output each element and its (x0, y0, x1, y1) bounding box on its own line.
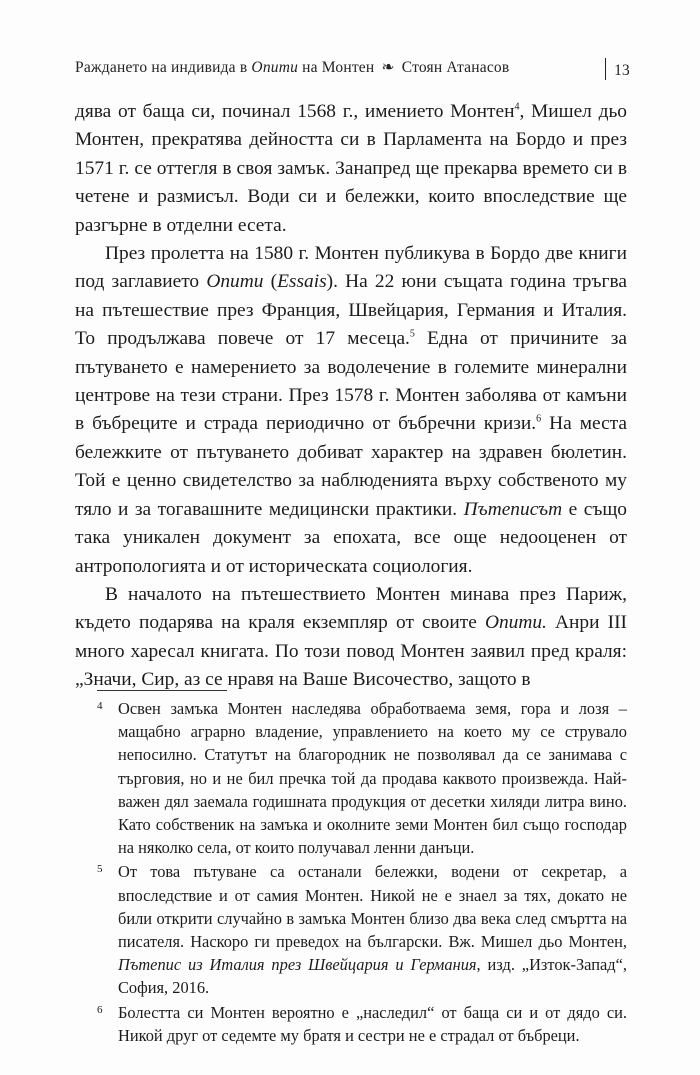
footnote-number: 6 (97, 1003, 103, 1016)
footnote-6: 6 Болестта си Монтен вероятно е „наследил“ от баща си и от дядо си. Никой друг от седемте му братя и сестри не е страдал от бъбреци. (97, 1001, 627, 1047)
divider-bar (605, 58, 606, 80)
fleuron-separator: ❧ (381, 59, 395, 76)
paragraph-2: През пролетта на 1580 г. Монтен публикува в Бордо две книги под заглавието Опити (Essais). На 22 юни същата година тръгва на пътешествие през Франция, Швейцария, Германия и Италия. То продължава повече от 17 месеца.$^5$ Една от причините за пътуването е намерението за водолечение в големите минерални центрове на тези страни. През 1578 г. Монтен заболява от камъни в бъбреците и страда периодично от бъбречни кризи.$^6$ На места бележките от пътуването добиват характер на здравен бюлетин. Той е ценно свидетелство за наблюденията върху собственото му тяло и за тогавашните медицински практики. Пътеписът е също така уникален документ за епохата, все още недооценен от антропологията и от историческата социология. (75, 243, 627, 577)
footnote-5: 5 От това пътуване са останали бележки, водени от секретар, а впоследствие и от самия Монтен. Никой не е знаел за тях, докато не били открити случайно в замъка Монтен близо два века след смъртта на писателя. Наскоро ги преведох на български. Вж. Мишел дьо Монтен, Пътепис из Италия през Швейцария и Германия, изд. „Изток-Запад“, София, 2016. (97, 860, 627, 999)
footnote-ref-4: 4 (514, 101, 520, 113)
paragraph-3: В началото на пътешествието Монтен минава през Париж, където подарява на краля екземпляр от своите Опити. Анри III много харесал книгата. По този повод Монтен заявил пред краля: „Значи, Сир, аз се нравя на Ваше Височество, защото в (75, 583, 627, 691)
page-number: 13 (605, 58, 630, 80)
header-title: Раждането на индивида в Опити на Монтен (75, 59, 375, 76)
footnote-ref-6: 6 (536, 414, 542, 425)
footnotes (97, 697, 627, 1047)
footnote-number: 5 (97, 863, 103, 876)
paragraph-1: дява от баща си, починал 1568 г., имението Монтен$^4$, Мишел дьо Монтен, прекратява дейността си в Парламента на Бордо и през 1571 г. се оттегля в своя замък. Занапред ще прекарва времето си в четене и размисъл. Води си и бележки, които впоследствие ще разгърне в отделни есета. (75, 101, 627, 236)
footnote-4: 4 Освен замъка Монтен наследява обработваема земя, гора и лозя – мащабно аграрно владение, управлението на което му се струвало непосилно. Статутът на благородник не позволявал да се занимава с търговия, но и не бил пречка той да продава каквото произвежда. Най-важен дял заемала годишната продукция от десетки хиляди литра вино. Като собственик на замъка и околните земи Монтен бил също господар на няколко села, от които получавал ленни данъци. (97, 697, 627, 859)
main-text (75, 98, 627, 695)
header-author: Стоян Атанасов (401, 59, 510, 76)
running-head (75, 58, 630, 77)
footnote-rule (97, 690, 227, 691)
footnote-ref-5: 5 (409, 328, 415, 340)
footnote-number: 4 (97, 700, 103, 712)
